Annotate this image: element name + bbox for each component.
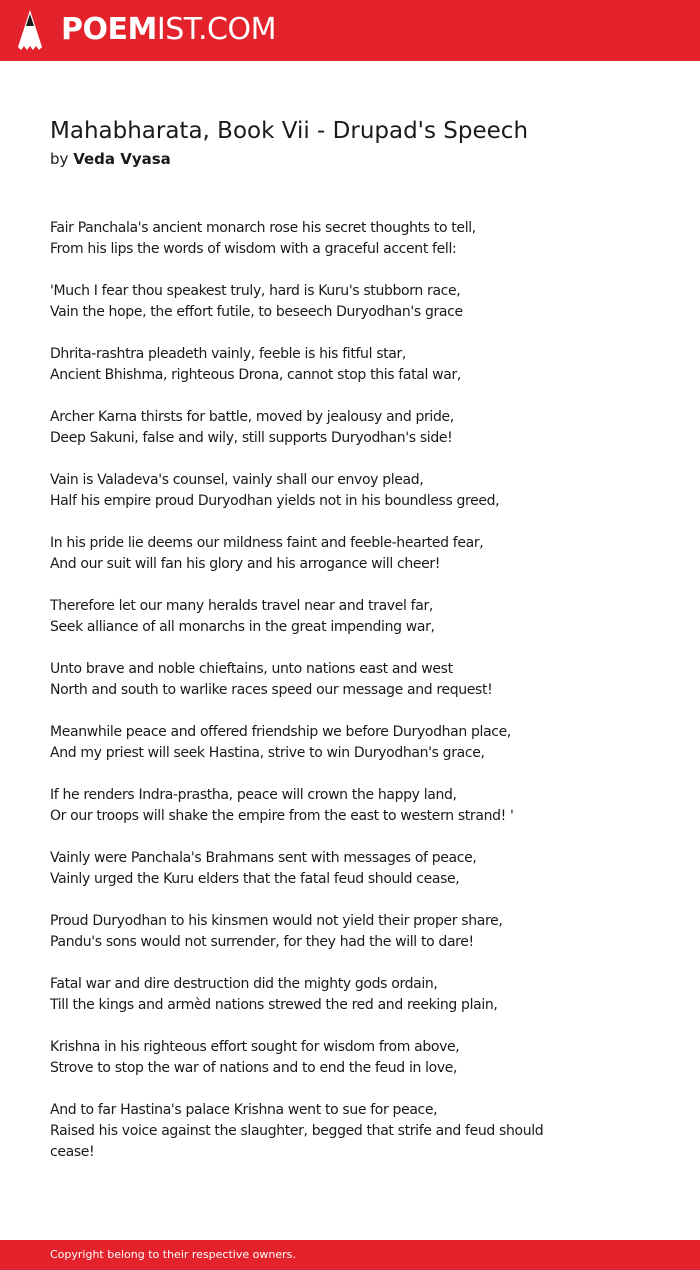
by-label: by <box>50 150 69 168</box>
poem-line: Vain the hope, the effort futile, to beseech Duryodhan's grace <box>50 304 463 320</box>
poem-line: Strove to stop the war of nations and to end the feud in love, <box>50 1060 458 1076</box>
poem-stanza <box>50 218 570 260</box>
poem-line: Half his empire proud Duryodhan yields not in his boundless greed, <box>50 493 500 509</box>
poem-line: From his lips the words of wisdom with a graceful accent fell: <box>50 241 457 257</box>
site-footer <box>0 1240 700 1270</box>
poem-line: Proud Duryodhan to his kinsmen would not yield their proper share, <box>50 913 503 929</box>
poem-stanza <box>50 911 570 953</box>
author-name: Veda Vyasa <box>73 150 171 168</box>
pen-nib-logo-icon[interactable] <box>17 9 43 51</box>
poem-stanza <box>50 1100 570 1163</box>
poem-title: Mahabharata, Book Vii - Drupad's Speech <box>50 118 529 144</box>
poem-line: 'Much I fear thou speakest truly, hard is Kuru's stubborn race, <box>50 283 461 299</box>
poem-line: cease! <box>50 1144 95 1160</box>
poem-line: Meanwhile peace and offered friendship we before Duryodhan place, <box>50 724 512 740</box>
poem-line: In his pride lie deems our mildness faint and feeble-hearted fear, <box>50 535 484 551</box>
poem-stanza <box>50 344 570 386</box>
poem-line: Krishna in his righteous effort sought for wisdom from above, <box>50 1039 460 1055</box>
poem-line: Vainly urged the Kuru elders that the fatal feud should cease, <box>50 871 460 887</box>
poem-line: Raised his voice against the slaughter, begged that strife and feud should <box>50 1123 544 1139</box>
poem-line: Dhrita-rashtra pleadeth vainly, feeble is his fitful star, <box>50 346 407 362</box>
poem-line: And my priest will seek Hastina, strive to win Duryodhan's grace, <box>50 745 485 761</box>
site-header <box>0 0 700 61</box>
poem-line: Vain is Valadeva's counsel, vainly shall our envoy plead, <box>50 472 424 488</box>
poem-line: Seek alliance of all monarchs in the great impending war, <box>50 619 435 635</box>
poem-stanza <box>50 848 570 890</box>
poem-stanza <box>50 659 570 701</box>
poem-line: Therefore let our many heralds travel near and travel far, <box>50 598 433 614</box>
logo-text-light: IST.COM <box>156 12 276 47</box>
poem-line: Till the kings and armèd nations strewed the red and reeking plain, <box>50 997 498 1013</box>
poem-line: Ancient Bhishma, righteous Drona, cannot stop this fatal war, <box>50 367 461 383</box>
poem-line: Fair Panchala's ancient monarch rose his secret thoughts to tell, <box>50 220 476 236</box>
poem-stanza <box>50 407 570 449</box>
poem-stanza <box>50 281 570 323</box>
poem-body <box>50 218 570 1184</box>
logo-text-bold: POEM <box>61 12 157 47</box>
poem-stanza <box>50 596 570 638</box>
poem-line: Archer Karna thirsts for battle, moved by jealousy and pride, <box>50 409 454 425</box>
poem-line: Vainly were Panchala's Brahmans sent with messages of peace, <box>50 850 477 866</box>
poem-line: Deep Sakuni, false and wily, still supports Duryodhan's side! <box>50 430 453 446</box>
poem-line: And our suit will fan his glory and his arrogance will cheer! <box>50 556 441 572</box>
poem-line: And to far Hastina's palace Krishna went to sue for peace, <box>50 1102 438 1118</box>
copyright-notice: Copyright belong to their respective owners. <box>50 1248 296 1261</box>
byline <box>50 148 171 170</box>
poem-stanza <box>50 533 570 575</box>
poem-line: Unto brave and noble chieftains, unto nations east and west <box>50 661 453 677</box>
site-logo[interactable] <box>61 10 276 50</box>
poem-stanza <box>50 785 570 827</box>
poem-line: Fatal war and dire destruction did the mighty gods ordain, <box>50 976 438 992</box>
poem-line: North and south to warlike races speed our message and request! <box>50 682 493 698</box>
poem-line: Or our troops will shake the empire from the east to western strand! ' <box>50 808 514 824</box>
poem-stanza <box>50 470 570 512</box>
poem-line: Pandu's sons would not surrender, for they had the will to dare! <box>50 934 474 950</box>
poem-stanza <box>50 974 570 1016</box>
poem-stanza <box>50 722 570 764</box>
poem-line: If he renders Indra-prastha, peace will crown the happy land, <box>50 787 457 803</box>
poem-stanza <box>50 1037 570 1079</box>
